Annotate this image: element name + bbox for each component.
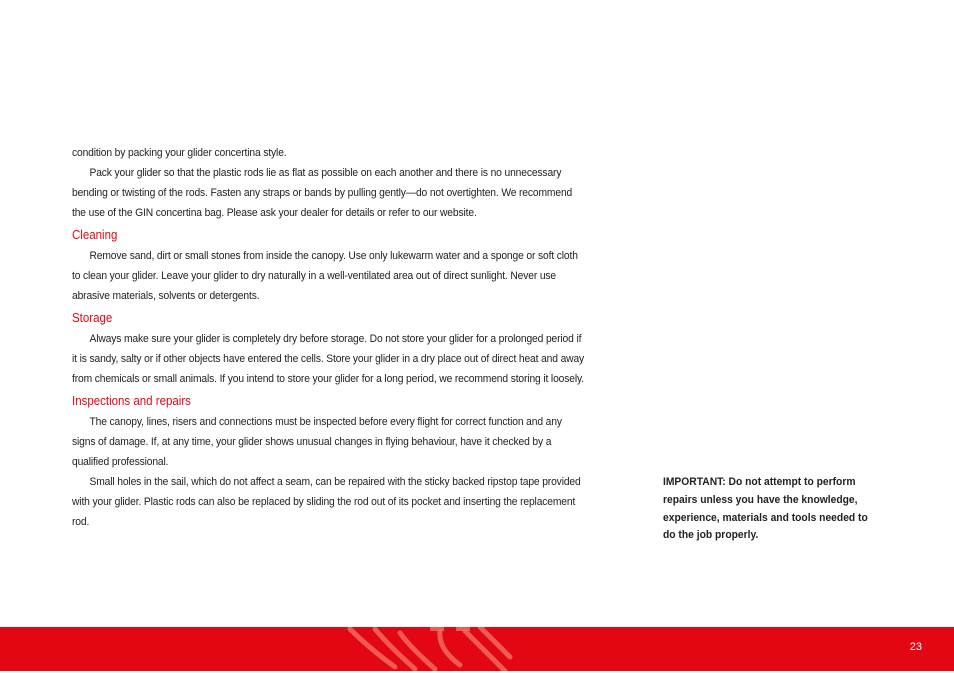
storage-paragraph: Always make sure your glider is completely dry before storage. Do not store your glider for a prolonged period if it is sandy, salty or if other objects have entered the cells. Store your glider in a dry place out of direct heat and away from chemicals or small animals. If you intend to store your glider for a long period, we recommend storing it loosely. xyxy=(72,333,585,385)
repairs-paragraph: Small holes in the sail, which do not affect a seam, can be repaired with the sticky backed ripstop tape provided with your glider. Plastic rods can also be replaced by sliding the rod out of its pocket and inserting the replacement rod. xyxy=(72,476,581,528)
cleaning-paragraph: Remove sand, dirt or small stones from inside the canopy. Use only lukewarm water and a sponge or soft cloth to clean your glider. Leave your glider to dry naturally in a well-ventilated area out of direct sunlight. Never use abrasive materials, solvents or detergents. xyxy=(72,250,578,302)
main-text-column xyxy=(72,143,587,532)
inspections-paragraph: The canopy, lines, risers and connections must be inspected before every flight for correct function and any signs of damage. If, at any time, your glider shows unusual changes in flying behaviour, have it checked by a qualified professional. xyxy=(72,416,562,468)
gin-logo-icon xyxy=(340,627,515,671)
body-paragraph: Pack your glider so that the plastic rods lie as flat as possible on each another and there is no unnecessary bending or twisting of the rods. Fasten any straps or bands by pulling gently—do not overtighten. We recommend the use of the GIN concertina bag. Please ask your dealer for details or refer to our website. xyxy=(72,167,573,219)
section-heading-storage: Storage xyxy=(72,311,113,325)
body-paragraph: condition by packing your glider concertina style. xyxy=(72,147,287,159)
section-heading-inspections: Inspections and repairs xyxy=(72,394,191,408)
section-heading-cleaning: Cleaning xyxy=(72,228,118,242)
footer-bar xyxy=(0,627,954,671)
important-note: IMPORTANT: Do not attempt to perform repairs unless you have the knowledge, experience, materials and tools needed to do the job properly. xyxy=(663,476,868,542)
page-number: 23 xyxy=(909,641,922,653)
